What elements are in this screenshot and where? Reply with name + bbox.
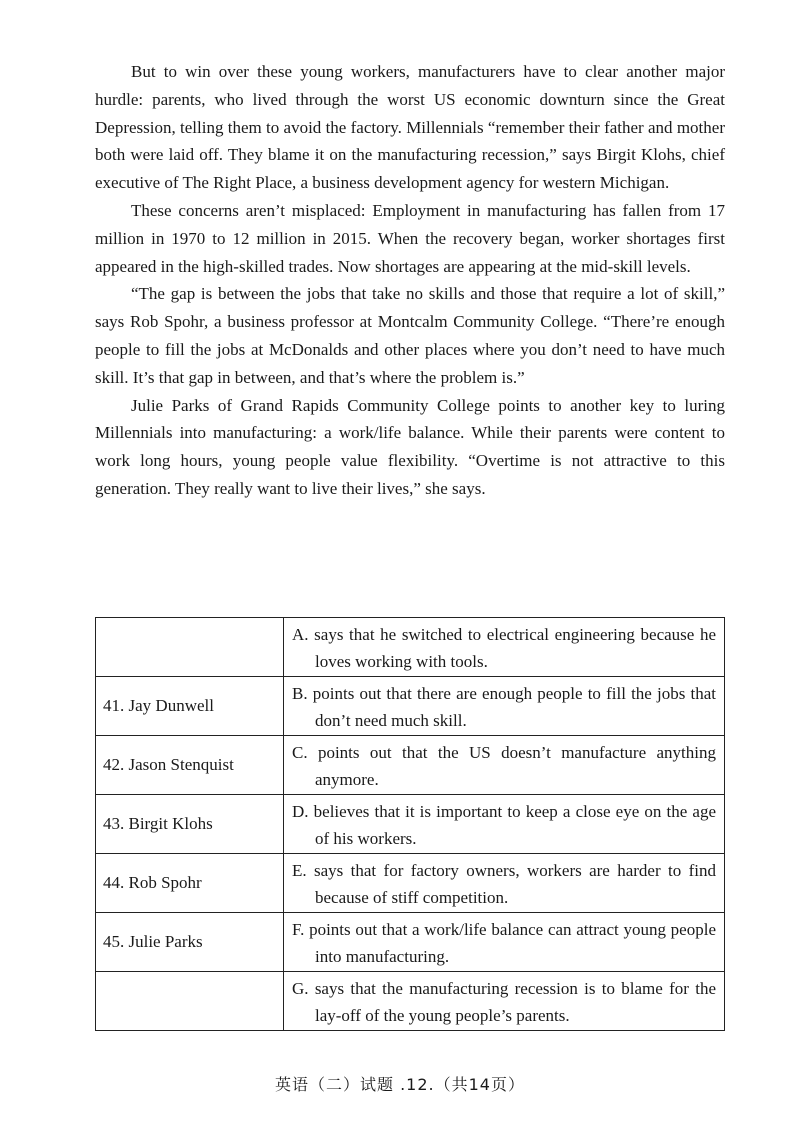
option-text: F. points out that a work/life balance can attract young people into manufacturing. xyxy=(292,920,716,966)
option-cell xyxy=(284,736,725,795)
passage-paragraph-4: Julie Parks of Grand Rapids Community College points to another key to luring Millennials into manufacturing: a work/life balance. While their parents were content to work long hours, young people value flexibility. “Overtime is not attractive to this generation. They really want to live their lives,” she says. xyxy=(95,395,725,498)
matching-row xyxy=(96,972,725,1031)
passage-paragraph-2: These concerns aren’t misplaced: Employment in manufacturing has fallen from 17 million in 1970 to 12 million in 2015. When the recovery began, worker shortages first appeared in the high-skilled trades. Now shortages are appearing at the mid-skill levels. xyxy=(95,200,725,276)
person-name: 42. Jason Stenquist xyxy=(96,736,284,795)
matching-row xyxy=(96,913,725,972)
option-text: D. believes that it is important to keep a close eye on the age of his workers. xyxy=(292,802,716,848)
person-name: 45. Julie Parks xyxy=(96,913,284,972)
person-name: 43. Birgit Klohs xyxy=(96,795,284,854)
option-text: C. points out that the US doesn’t manufacture anything anymore. xyxy=(292,743,716,789)
person-name: 41. Jay Dunwell xyxy=(96,677,284,736)
option-cell xyxy=(284,618,725,677)
passage xyxy=(95,58,725,503)
matching-row xyxy=(96,736,725,795)
option-text: E. says that for factory owners, workers are harder to find because of stiff competition. xyxy=(292,861,716,907)
option-cell xyxy=(284,795,725,854)
page-footer: 英语（二）试题 .12.（共14页） xyxy=(275,1075,525,1094)
option-cell xyxy=(284,677,725,736)
matching-row xyxy=(96,795,725,854)
matching-row xyxy=(96,854,725,913)
passage-paragraph-1: But to win over these young workers, manufacturers have to clear another major hurdle: parents, who lived through the worst US economic downturn since the Great Depression, telling them to avoid the factory. Millennials “remember their father and mother both were laid off. They blame it on the manufacturing recession,” says Birgit Klohs, chief executive of The Right Place, a business development agency for western Michigan. xyxy=(95,62,725,193)
person-name xyxy=(96,618,284,677)
person-name xyxy=(96,972,284,1031)
passage-paragraph-3: “The gap is between the jobs that take no skills and those that require a lot of skill,” says Rob Spohr, a business professor at Montcalm Community College. “There’re enough people to fill the jobs at McDonalds and other places where you don’t need to have much skill. It’s that gap in between, and that’s where the problem is.” xyxy=(95,284,725,387)
option-text: A. says that he switched to electrical engineering because he loves working with tools. xyxy=(292,625,716,671)
option-cell xyxy=(284,854,725,913)
matching-table xyxy=(95,617,725,1031)
option-cell xyxy=(284,913,725,972)
option-text: G. says that the manufacturing recession is to blame for the lay-off of the young people’s parents. xyxy=(292,979,716,1025)
matching-row xyxy=(96,677,725,736)
option-cell xyxy=(284,972,725,1031)
option-text: B. points out that there are enough people to fill the jobs that don’t need much skill. xyxy=(292,684,716,730)
person-name: 44. Rob Spohr xyxy=(96,854,284,913)
matching-row xyxy=(96,618,725,677)
